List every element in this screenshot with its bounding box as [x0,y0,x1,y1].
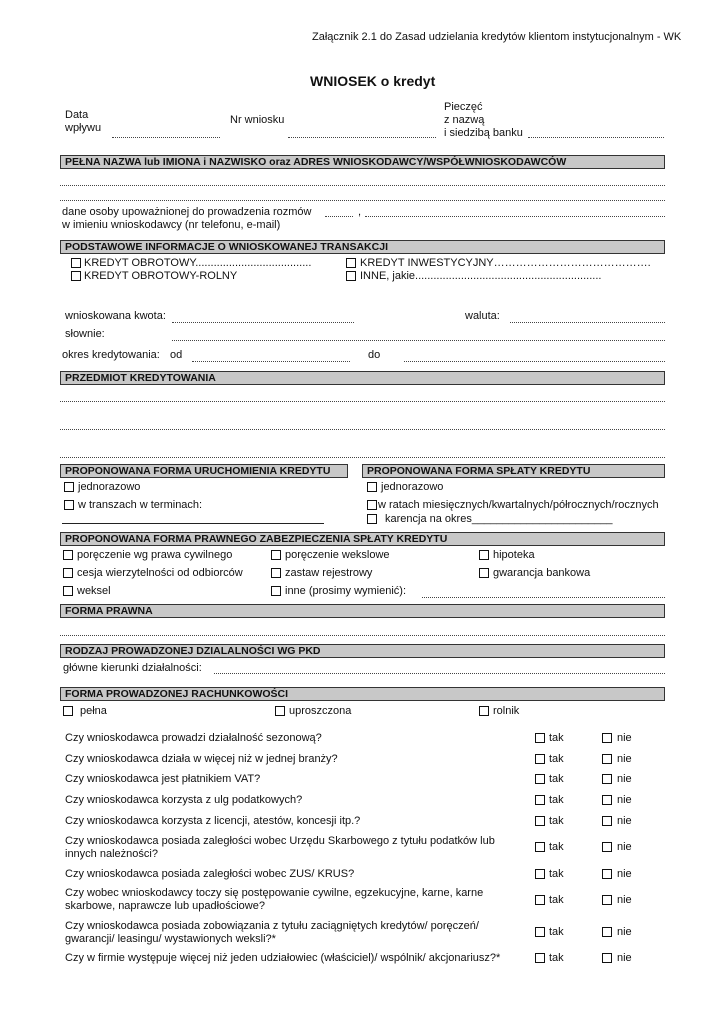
kredyt-obrotowy-checkbox[interactable] [71,258,81,268]
page-title: WNIOSEK o kredyt [310,73,436,89]
date-label: Data [65,109,89,121]
yes-label: tak [549,753,564,765]
question-text: Czy wnioskodawca prowadzi działalność sezonową? [65,732,322,744]
security-bank-guarantee-checkbox[interactable] [479,568,489,578]
repay-single-label: jednorazowo [381,481,444,493]
no-checkbox[interactable] [602,953,612,963]
section-pkd: RODZAJ PROWADZONEJ DZIALALNOŚCI WG PKD [60,644,665,658]
section-subject: PRZEDMIOT KREDYTOWANIA [60,371,665,385]
yes-label: tak [549,732,564,744]
stamp-label-2: z nazwą [444,114,485,126]
no-label: nie [617,732,632,744]
security-civil-guarantee-label: poręczenie wg prawa cywilnego [77,549,233,561]
section-basic-info: PODSTAWOWE INFORMACJE O WNIOSKOWANEJ TRANSAKCJI [60,240,665,254]
no-label: nie [617,926,632,938]
repay-single-checkbox[interactable] [367,482,377,492]
section-security: PROPONOWANA FORMA PRAWNEGO ZABEZPIECZENIA SPŁATY KREDYTU [60,532,665,546]
no-label: nie [617,794,632,806]
no-label: nie [617,868,632,880]
yes-checkbox[interactable] [535,895,545,905]
no-checkbox[interactable] [602,816,612,826]
security-aval-label: poręczenie wekslowe [285,549,390,561]
question-text: Czy wnioskodawca posiada zobowiązania z tytułu zaciągniętych kredytów/ poręczeń/ gwarancji/ leasingu/ wystawionych weksli?* [65,920,479,945]
question-text: Czy wnioskodawca korzysta z ulg podatkowych? [65,794,303,806]
authorized-label: dane osoby upoważnionej do prowadzenia rozmów [62,206,312,218]
section-launch: PROPONOWANA FORMA URUCHOMIENIA KREDYTU [60,464,348,478]
security-mortgage-label: hipoteka [493,549,535,561]
security-pledge-label: zastaw rejestrowy [285,567,373,579]
amount-field[interactable] [172,322,354,323]
security-aval-checkbox[interactable] [271,550,281,560]
period-to-field[interactable] [404,361,665,362]
no-label: nie [617,753,632,765]
no-checkbox[interactable] [602,733,612,743]
security-mortgage-checkbox[interactable] [479,550,489,560]
no-checkbox[interactable] [602,774,612,784]
currency-field[interactable] [510,322,665,323]
date-label-2: wpływu [65,122,102,134]
repay-installments-checkbox[interactable] [367,500,377,510]
accounting-farmer-checkbox[interactable] [479,706,489,716]
stamp-label-3: i siedzibą banku [444,127,523,139]
yes-label: tak [549,952,564,964]
kredyt-obrotowy-label: KREDYT OBROTOWY...................................... [84,257,312,269]
subject-line-2[interactable] [60,429,665,430]
no-checkbox[interactable] [602,795,612,805]
no-checkbox[interactable] [602,869,612,879]
period-to-label: do [368,349,381,361]
amount-label: wnioskowana kwota: [65,310,166,322]
applicant-line-2[interactable] [60,200,665,201]
authorized-field-a[interactable] [325,216,353,217]
accounting-full-label: pełna [80,705,107,717]
section-legal-form: FORMA PRAWNA [60,604,665,618]
accounting-simplified-label: uproszczona [289,705,352,717]
in-words-label: słownie: [65,328,105,340]
stamp-label-1: Pieczęć [444,101,483,113]
yes-checkbox[interactable] [535,754,545,764]
section-accounting: FORMA PROWADZONEJ RACHUNKOWOŚCI [60,687,665,701]
subject-line-1[interactable] [60,401,665,402]
accounting-simplified-checkbox[interactable] [275,706,285,716]
yes-checkbox[interactable] [535,927,545,937]
security-bank-guarantee-label: gwarancja bankowa [493,567,591,579]
yes-label: tak [549,815,564,827]
no-label: nie [617,894,632,906]
inne-label: INNE, jakie............................................................. [360,270,602,282]
yes-checkbox[interactable] [535,795,545,805]
subject-line-3[interactable] [60,457,665,458]
security-promissory-note-label: weksel [77,585,111,597]
yes-checkbox[interactable] [535,869,545,879]
no-checkbox[interactable] [602,754,612,764]
period-label: okres kredytowania: [62,349,160,361]
security-pledge-checkbox[interactable] [271,568,281,578]
question-text: Czy wnioskodawca jest płatnikiem VAT? [65,773,261,785]
security-promissory-note-checkbox[interactable] [63,586,73,596]
yes-label: tak [549,926,564,938]
section-applicant: PEŁNA NAZWA lub IMIONA i NAZWISKO oraz ADRES WNIOSKODAWCY/WSPÓŁWNIOSKODAWCÓW [60,155,665,169]
kredyt-obrotowy-rolny-checkbox[interactable] [71,271,81,281]
yes-checkbox[interactable] [535,816,545,826]
inne-checkbox[interactable] [346,271,356,281]
kredyt-obrotowy-rolny-label: KREDYT OBROTOWY-ROLNY [84,270,238,282]
request-number-field[interactable] [288,137,436,138]
no-label: nie [617,841,632,853]
security-assignment-label: cesja wierzytelności od odbiorców [77,567,243,579]
no-label: nie [617,773,632,785]
grace-period-checkbox[interactable] [367,514,377,524]
yes-checkbox[interactable] [535,842,545,852]
yes-label: tak [549,794,564,806]
yes-label: tak [549,773,564,785]
legal-form-field[interactable] [60,635,665,636]
launch-tranches-label: w transzach w terminach: [78,499,203,511]
launch-single-checkbox[interactable] [64,482,74,492]
section-repayment: PROPONOWANA FORMA SPŁATY KREDYTU [362,464,665,478]
grace-period-label: karencja na okres_______________________ [385,513,613,525]
authorized-label-2: w imieniu wnioskodawcy (nr telefonu, e-mail) [62,219,281,231]
security-assignment-checkbox[interactable] [63,568,73,578]
question-text: Czy wnioskodawca korzysta z licencji, atestów, koncesji itp.? [65,815,361,827]
question-text: Czy wobec wnioskodawcy toczy się postępowanie cywilne, egzekucyjne, karne, karne skarbowe, naprawcze lub upadłościowe? [65,887,484,912]
no-checkbox[interactable] [602,927,612,937]
security-civil-guarantee-checkbox[interactable] [63,550,73,560]
security-other-field[interactable] [422,597,665,598]
question-text: Czy w firmie występuje więcej niż jeden udziałowiec (właściciel)/ wspólnik/ akcjonariusz?* [65,952,501,964]
launch-tranches-checkbox[interactable] [64,500,74,510]
launch-single-label: jednorazowo [78,481,141,493]
no-label: nie [617,815,632,827]
no-checkbox[interactable] [602,895,612,905]
main-activities-label: główne kierunki działalności: [63,662,202,674]
period-from-field[interactable] [192,361,350,362]
security-other-label: inne (prosimy wymienić): [285,585,407,597]
no-checkbox[interactable] [602,842,612,852]
authorized-field-b[interactable] [365,216,665,217]
security-other-checkbox[interactable] [271,586,281,596]
currency-label: waluta: [465,310,500,322]
period-from-label: od [170,349,183,361]
no-label: nie [617,952,632,964]
date-field[interactable] [112,137,220,138]
repay-installments-label: w ratach miesięcznych/kwartalnych/półrocznych/rocznych [378,499,659,511]
yes-checkbox[interactable] [535,953,545,963]
authorized-comma: , [358,206,362,218]
in-words-field[interactable] [172,340,665,341]
kredyt-inwestycyjny-label: KREDYT INWESTYCYJNY……………………………………. [360,257,651,269]
stamp-field[interactable] [528,137,664,138]
accounting-farmer-label: rolnik [493,705,520,717]
attachment-note: Załącznik 2.1 do Zasad udzielania kredytów klientom instytucjonalnym - WK [312,31,682,43]
question-text: Czy wnioskodawca posiada zaległości wobec Urzędu Skarbowego z tytułu podatków lub innych należności? [65,835,495,860]
main-activities-field[interactable] [214,673,665,674]
yes-checkbox[interactable] [535,774,545,784]
question-text: Czy wnioskodawca posiada zaległości wobec ZUS/ KRUS? [65,868,355,880]
accounting-full-checkbox[interactable] [63,706,73,716]
applicant-line-1[interactable] [60,185,665,186]
yes-label: tak [549,868,564,880]
yes-label: tak [549,841,564,853]
yes-checkbox[interactable] [535,733,545,743]
request-number-label: Nr wniosku [230,114,285,126]
kredyt-inwestycyjny-checkbox[interactable] [346,258,356,268]
launch-tranches-field[interactable] [62,523,324,524]
yes-label: tak [549,894,564,906]
question-text: Czy wnioskodawca działa w więcej niż w jednej branży? [65,753,338,765]
